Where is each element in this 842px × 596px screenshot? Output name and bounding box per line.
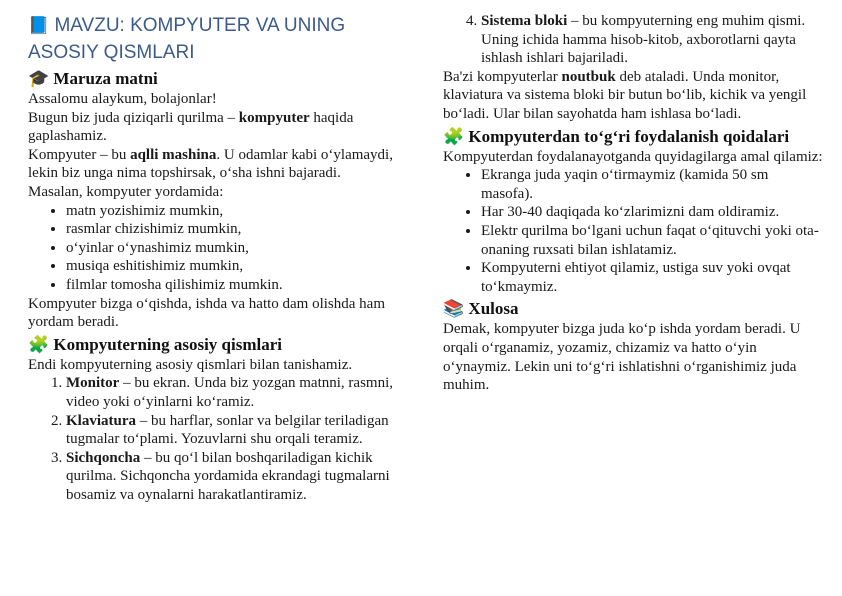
puzzle-icon: 🧩 [28, 334, 50, 354]
rules-intro: Kompyuterdan foydalanayotganda quyidagilarga amal qilamiz: [443, 148, 823, 165]
lecture-paragraph: Kompyuter bizga o‘qishda, ishda va hatto dam olishda ham yordam beradi. [28, 295, 386, 331]
parts-heading [28, 334, 412, 355]
greeting: Assalomu alaykum, bolajonlar! [28, 91, 217, 107]
rules-heading [443, 126, 823, 147]
list-item: • Elektr qurilma bo‘lgani uchun faqat o‘qituvchi yoki ota-onaning ruxsati bilan ishlatamiz. [481, 222, 823, 259]
uses-list [28, 202, 412, 295]
bold-term: noutbuk [561, 68, 616, 85]
text: haqida gaplashamiz. [28, 109, 354, 145]
list-item [66, 374, 412, 411]
list-item: • Kompyuterni ehtiyot qilamiz, ustiga suv yoki ovqat to‘kmaymiz. [481, 259, 823, 296]
lecture-heading-text: Maruza matni [53, 69, 158, 88]
summary-heading [443, 298, 823, 319]
books-icon: 📚 [443, 299, 465, 319]
left-column [28, 12, 412, 504]
bold-term: Sistema bloki [481, 13, 568, 29]
bold-term: Klaviatura [66, 412, 136, 429]
summary-text: Demak, kompyuter bizga juda ko‘p ishda yordam beradi. U orqali o‘rganamiz, yozamiz, chizamiz va hatto o‘yin o‘ynaymiz. Lekin uni to‘g‘ri ishlatishni o‘rganishimiz juda muhim. [443, 321, 801, 394]
text: Ba'zi kompyuterlar [443, 68, 562, 85]
rules-list [443, 166, 823, 296]
bold-term: kompyuter [238, 109, 310, 126]
text: deb ataladi. Unda monitor, klaviatura va sistema bloki bir butun bo‘lib, kichik va yengil bo‘ladi. Ular bilan sayohatda ham ishlasa bo‘ladi. [443, 68, 807, 122]
bold-term: Monitor [66, 375, 120, 392]
lecture-paragraph [28, 146, 412, 183]
page-title [28, 12, 412, 66]
text: – bu harflar, sonlar va belgilar teriladigan tugmalar to‘plami. Yozuvlarni shu orqali teramiz. [66, 412, 389, 448]
text: – bu ekran. Unda biz yozgan matnni, rasmni, video yoki o‘yinlarni ko‘ramiz. [66, 375, 394, 410]
lecture-paragraph [28, 109, 412, 146]
text: Bugun biz juda qiziqarli qurilma – [28, 109, 239, 126]
rules-heading-text: Kompyuterdan to‘g‘ri foydalanish qoidalari [468, 126, 790, 146]
list-item: • Ekranga juda yaqin o‘tirmaymiz (kamida 50 sm masofa). [481, 166, 823, 203]
list-item: • rasmlar chizishimiz mumkin, [66, 220, 412, 239]
page-title-text: MAVZU: KOMPYUTER VA UNING ASOSIY QISMLARI [28, 15, 346, 63]
bold-term: Sichqoncha [66, 449, 141, 466]
laptop-paragraph [443, 68, 823, 124]
right-column [443, 12, 823, 395]
book-icon: 📘 [28, 16, 50, 35]
list-item: • filmlar tomosha qilishimiz mumkin. [66, 276, 412, 295]
parts-list-continued [443, 12, 823, 68]
list-item: • o‘yinlar o‘ynashimiz mumkin, [66, 239, 412, 258]
lecture-heading [28, 68, 412, 89]
summary-heading-text: Xulosa [468, 299, 519, 319]
list-item: • musiqa eshitishimiz mumkin, [66, 257, 412, 276]
text: – bu kompyuterning eng muhim qismi. Uning ichida hamma hisob-kitob, axborotlarni qayta ishlash ishlari bajariladi. [481, 13, 806, 67]
list-item [66, 412, 412, 449]
parts-list [28, 374, 412, 504]
list-item: • Har 30-40 daqiqada ko‘zlarimizni dam oldiramiz. [481, 203, 823, 222]
graduation-cap-icon: 🎓 [28, 69, 50, 88]
list-item [481, 12, 823, 68]
lecture-paragraph: Masalan, kompyuter yordamida: [28, 183, 224, 200]
text: . U odamlar kabi o‘ylamaydi, lekin biz unga nima topshirsak, o‘sha ishni bajaradi. [28, 146, 393, 182]
list-item: • matn yozishimiz mumkin, [66, 202, 412, 221]
text: – bu qo‘l bilan boshqariladigan kichik qurilma. Sichqoncha yordamida ekrandagi tugmalarni bosamiz va oynalarni harakatlantiramiz. [66, 449, 390, 503]
parts-heading-text: Kompyuterning asosiy qismlari [53, 334, 283, 354]
bold-term: aqlli mashina [130, 146, 217, 163]
puzzle-icon: 🧩 [443, 126, 465, 146]
parts-intro: Endi kompyuterning asosiy qismlari bilan tanishamiz. [28, 356, 353, 373]
list-item [66, 449, 412, 505]
text: Kompyuter – bu [28, 146, 131, 163]
